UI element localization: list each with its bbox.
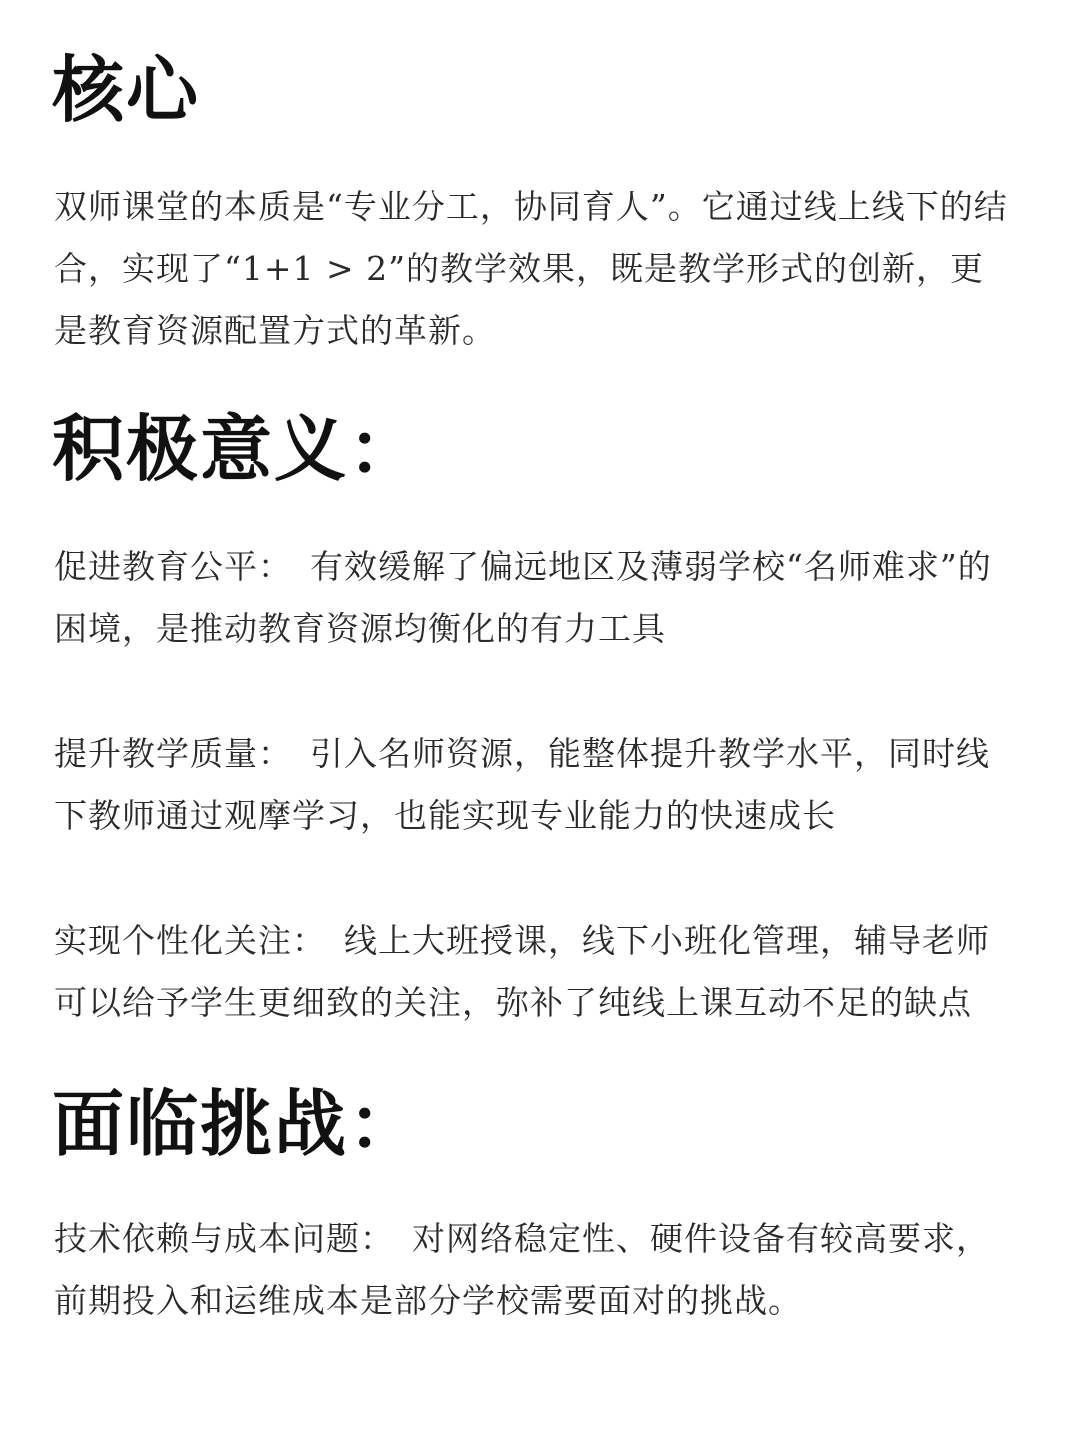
positive-heading: 积极意义：	[52, 406, 423, 491]
positive-item-personalized	[54, 910, 1014, 1034]
item-text: 有效缓解了偏远地区及薄弱学校“名师难求”的困境，是推动教育资源均衡化的有力工具	[54, 547, 992, 648]
item-text: 对网络稳定性、硬件设备有较高要求，前期投入和运维成本是部分学校需要面对的挑战。	[54, 1219, 990, 1320]
core-paragraph: 双师课堂的本质是“专业分工，协同育人”。它通过线上线下的结合，实现了“1+1 > 2”的教学效果，既是教学形式的创新，更是教育资源配置方式的革新。	[54, 187, 1008, 350]
core-heading: 核心	[52, 47, 201, 132]
item-label: 实现个性化关注：	[54, 921, 326, 960]
challenges-heading: 面临挑战：	[52, 1081, 423, 1166]
item-label: 提升教学质量：	[54, 734, 292, 773]
positive-item-quality	[54, 723, 1014, 847]
item-text: 引入名师资源，能整体提升教学水平，同时线下教师通过观摩学习，也能实现专业能力的快速成长	[54, 734, 990, 835]
item-text: 线上大班授课，线下小班化管理，辅导老师可以给予学生更细致的关注，弥补了纯线上课互动不足的缺点	[54, 921, 990, 1022]
challenge-item-cost	[54, 1208, 1014, 1332]
item-label: 技术依赖与成本问题：	[54, 1219, 394, 1258]
positive-item-equity	[54, 536, 1014, 660]
item-label: 促进教育公平：	[54, 547, 292, 586]
